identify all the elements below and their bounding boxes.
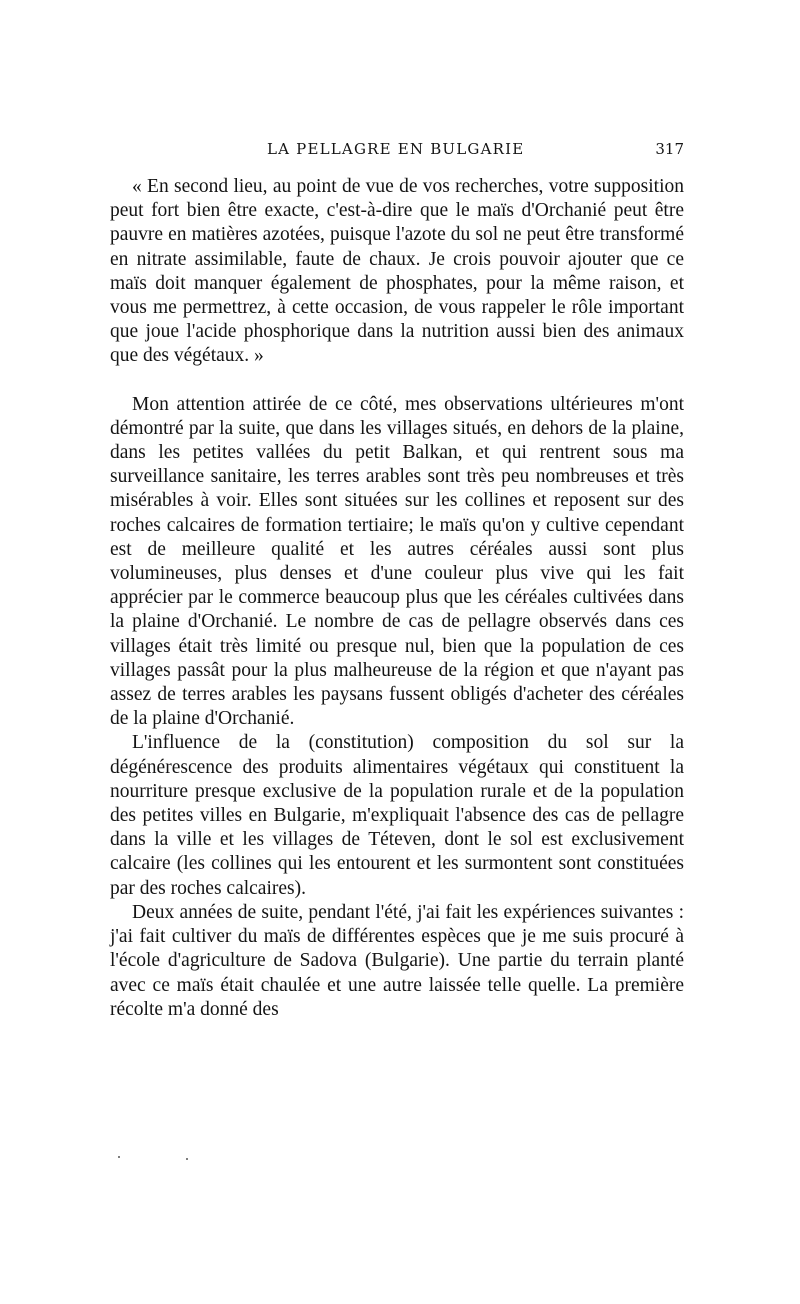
running-title: LA PELLAGRE EN BULGARIE	[267, 140, 525, 158]
paragraph-soil-influence: L'influence de la (constitution) composition du sol sur la dégénérescence des produits alimentaires végétaux qui constituent la nourriture presque exclusive de la population rurale et de la population des petites villes en Bulgarie, m'expliquait l'absence des cas de pellagre dans la ville et les villages de Téteven, dont le sol est exclusivement calcaire (les collines qui les entourent et les surmontent sont constituées par des roches calcaires).	[110, 732, 684, 899]
page-header	[110, 140, 684, 164]
body-text	[110, 175, 684, 1022]
scan-speck	[118, 1156, 120, 1158]
scan-specks	[110, 1150, 230, 1170]
page-number: 317	[655, 140, 684, 158]
scan-speck	[186, 1158, 188, 1160]
paragraph-observations: Mon attention attirée de ce côté, mes observations ultérieures m'ont démontré par la suite, que dans les villages situés, en dehors de la plaine, dans les petites vallées du petit Balkan, et qui rentrent sous ma surveillance sanitaire, les terres arables sont très peu nombreuses et très misérables à voir. Elles sont situées sur les collines et reposent sur des roches calcaires de formation tertiaire; le maïs qu'on y cultive cependant est de meilleure qualité et les autres céréales aussi sont plus volumineuses, plus denses et d'une couleur plus vive qui les fait apprécier par le commerce beaucoup plus que les céréales cultivées dans la plaine d'Orchanié. Le nombre de cas de pellagre observés dans ces villages était très limité ou presque nul, bien que la population de ces villages passât pour la plus malheureuse de la région et que n'ayant pas assez de terres arables les paysans fussent obligés d'acheter des céréales de la plaine d'Orchanié.	[110, 393, 684, 730]
paragraph-experiments: Deux années de suite, pendant l'été, j'ai fait les expériences suivantes : j'ai fait cultiver du maïs de différentes espèces que je me suis procuré à l'école d'agriculture de Sadova (Bulgarie). Une partie du terrain planté avec ce maïs était chaulée et une autre laissée telle quelle. La première récolte m'a donné des	[110, 901, 684, 1020]
paragraph-quote: « En second lieu, au point de vue de vos recherches, votre supposition peut fort bien être exacte, c'est-à-dire que le maïs d'Orchanié peut être pauvre en matières azotées, puisque l'azote du sol ne peut être transformé en nitrate assimilable, faute de chaux. Je crois pouvoir ajouter que ce maïs doit manquer également de phosphates, pour la même raison, et vous me permettrez, à cette occasion, de vous rappeler le rôle important que joue l'acide phosphorique dans la nutrition aussi bien des animaux que des végétaux. »	[110, 176, 684, 367]
